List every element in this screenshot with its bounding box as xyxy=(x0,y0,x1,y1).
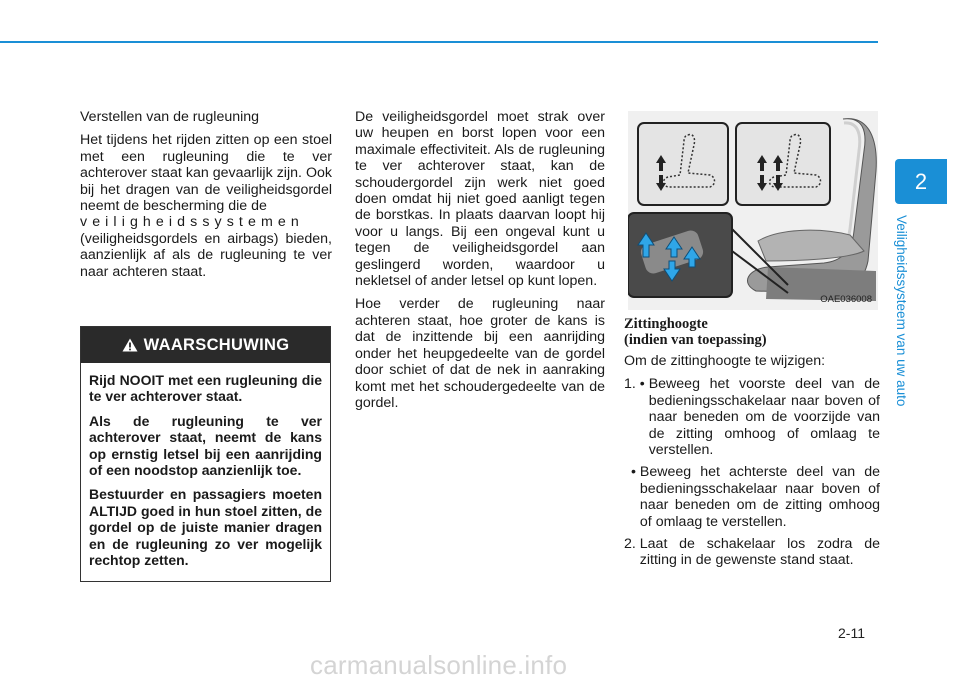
body-paragraph: De veiligheidsgordel moet strak over uw heupen en borst lopen voor een maximale effectiviteit. Als de rugleuning te ver achterover staat, kan de schoudergordel zijn werk niet goed doen omdat hij niet goed aanligt tegen de borstkas. In plaats daarvan loopt hij voor u langs. Bij een ongeval kunt u tegen de veiligheidsgordel aan geslingerd worden, waardoor u nekletsel of ander letsel op kunt lopen. xyxy=(355,109,605,290)
list-text: Beweeg het achterste deel van de bedieningsschakelaar naar boven of naar beneden om de zitting omhoog of omlaag te verstellen. xyxy=(639,464,880,530)
list-marker: 1. • xyxy=(624,376,649,393)
subsection-subtitle: (indien van toepassing) xyxy=(624,332,767,348)
section-heading: Verstellen van de rugleuning xyxy=(80,109,260,125)
warning-icon xyxy=(122,338,138,352)
column-middle xyxy=(355,109,605,418)
column-left xyxy=(80,109,332,287)
list-text: Laat de schakelaar los zodra de zitting in de gewenste stand staat. xyxy=(639,536,880,569)
chapter-number: 2 xyxy=(914,168,928,194)
watermark: carmanualsonline.info xyxy=(310,650,568,680)
body-paragraph: Hoe verder de rugleuning naar achteren staat, hoe groter de kans is dat de inzittende bij een aanrijding onder het heupgedeelte van de gordel door schiet of dat de nek in aanraking komt met het schoudergedeelte van de gordel. xyxy=(355,296,605,411)
list-text: Beweeg het voorste deel van de bedieningsschakelaar naar boven of naar beneden om de voorzijde van de zitting omhoog of omlaag te verstellen. xyxy=(648,376,880,459)
body-text: Het tijdens het rijden zitten op een stoel met een rugleuning die te ver achterover staat kan gevaarlijk zijn. Ook bij het dragen van de veiligheidsgordel neemt de bescherming die de xyxy=(80,132,332,215)
body-text: (veiligheidsgordels en airbags) bieden, aanzienlijk af als de rugleuning te ver naar achteren staat. xyxy=(80,230,332,280)
warning-box xyxy=(80,326,331,582)
column-right xyxy=(624,316,880,575)
header-rule xyxy=(0,41,878,43)
figure-code: OAE036008 xyxy=(820,294,872,305)
chapter-title-vertical xyxy=(894,215,921,410)
list-item xyxy=(624,464,880,530)
chapter-tab[interactable] xyxy=(895,159,947,204)
list-marker: • xyxy=(631,464,640,481)
chapter-title: Veiligheidssysteem van uw auto xyxy=(894,215,909,407)
list-item xyxy=(624,376,880,458)
warning-paragraph: Bestuurder en passagiers moeten ALTIJD goed in hun stoel zitten, de gordel op de juiste manier dragen en de rugleuning zo ver mogelijk rechtop zetten. xyxy=(89,486,322,569)
intro-text: Om de zittinghoogte te wijzigen: xyxy=(624,353,826,369)
warning-body xyxy=(81,363,330,568)
warning-paragraph: Als de rugleuning te ver achterover staat, neemt de kans op ernstig letsel bij een aanrijding of een noodstop aanzienlijk toe. xyxy=(89,412,322,479)
warning-header xyxy=(81,327,330,363)
list-marker: 2. xyxy=(624,536,640,553)
page-number: 2-11 xyxy=(838,625,865,641)
warning-title: WAARSCHUWING xyxy=(143,335,290,354)
seat-illustration-graphic xyxy=(628,111,878,310)
body-text-spaced: veiligheidssystemen xyxy=(80,214,304,231)
seat-height-illustration xyxy=(628,111,878,310)
warning-paragraph: Rijd NOOIT met een rugleuning die te ver achterover staat. xyxy=(89,372,322,405)
list-item xyxy=(624,536,880,569)
subsection-title: Zittinghoogte xyxy=(624,316,708,332)
body-paragraph xyxy=(80,132,332,280)
subsection-heading xyxy=(624,316,880,348)
